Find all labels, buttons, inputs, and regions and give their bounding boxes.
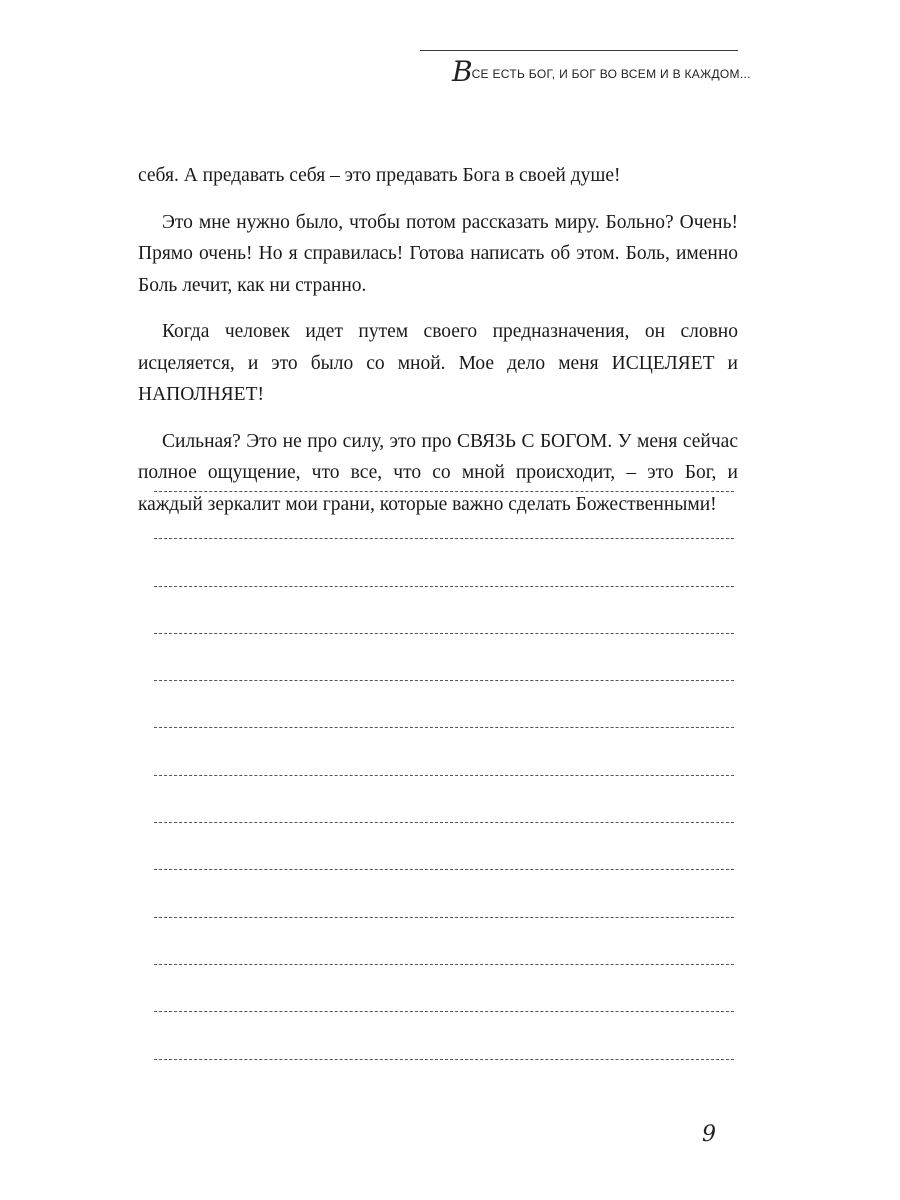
writing-line xyxy=(154,964,734,965)
body-text xyxy=(138,160,738,535)
paragraph-1: себя. А предавать себя – это предавать Бога в своей душе! xyxy=(138,165,621,186)
writing-line xyxy=(154,727,734,728)
running-head xyxy=(452,55,751,88)
writing-line xyxy=(154,538,734,539)
running-head-text: СЕ ЕСТЬ БОГ, И БОГ ВО ВСЕМ И В КАЖДОМ... xyxy=(471,67,751,81)
writing-line xyxy=(154,491,734,492)
writing-line xyxy=(154,586,734,587)
writing-line xyxy=(154,822,734,823)
writing-line xyxy=(154,1059,734,1060)
writing-line xyxy=(154,775,734,776)
writing-line xyxy=(154,633,734,634)
writing-line xyxy=(154,869,734,870)
running-head-initial: В xyxy=(452,55,472,88)
writing-line xyxy=(154,917,734,918)
writing-lines xyxy=(154,491,734,1106)
page-number: 9 xyxy=(702,1122,716,1147)
writing-line xyxy=(154,1011,734,1012)
paragraph-4: Сильная? Это не про силу, это про СВЯЗЬ С БОГОМ. У меня сейчас полное ощущение, что все, что со мной происходит, – это Бог, и каждый зеркалит мои грани, которые важно сделать Божественными! xyxy=(138,430,738,515)
header-rule xyxy=(420,50,738,51)
paragraph-3: Когда человек идет путем своего предназначения, он словно исцеляется, и это было со мной. Мое дело меня ИСЦЕЛЯЕТ и НАПОЛНЯЕТ! xyxy=(138,321,738,405)
paragraph-2: Это мне нужно было, чтобы потом рассказать миру. Больно? Очень! Прямо очень! Но я справилась! Готова написать об этом. Боль, именно Боль лечит, как ни странно. xyxy=(138,211,738,296)
writing-line xyxy=(154,680,734,681)
